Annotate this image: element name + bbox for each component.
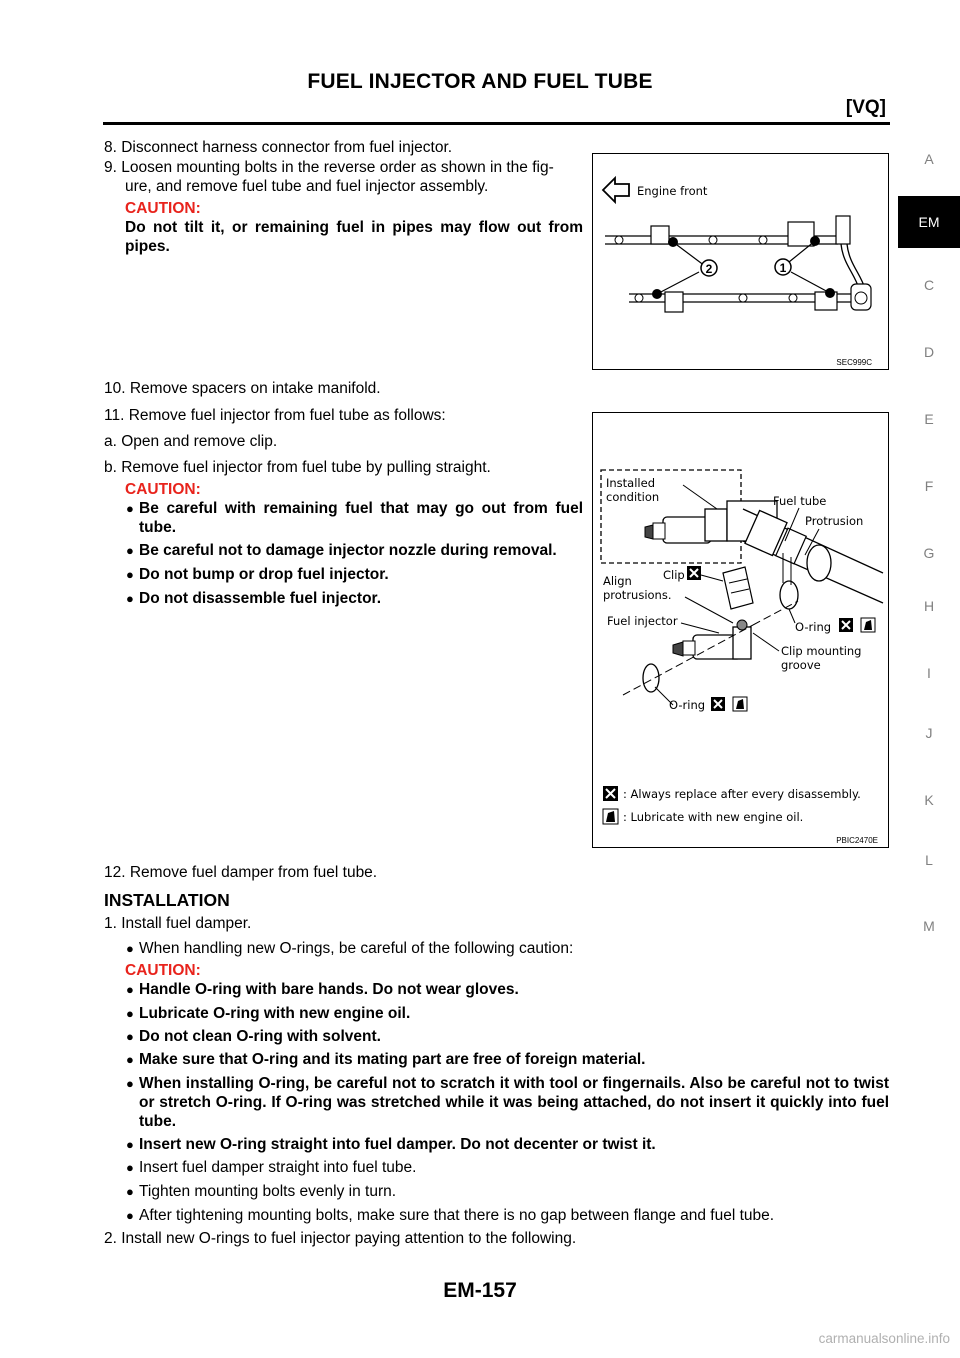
install-step-1: 1. Install fuel damper.: [104, 915, 252, 932]
injector-diagram: [593, 413, 888, 847]
figure-injector-removal: [592, 412, 889, 848]
figure-id: PBIC2470E: [836, 836, 878, 845]
bullet-icon: ●: [126, 941, 134, 956]
clip-groove-label: groove: [781, 658, 821, 672]
header-rule: [103, 122, 890, 125]
bolt-2-label: 2: [705, 262, 713, 276]
caution-item: Insert new O-ring straight into fuel damper. Do not decenter or twist it.: [139, 1136, 656, 1153]
caution-text-1: Do not tilt it, or remaining fuel in pipes may flow out from pipes.: [125, 219, 583, 255]
installed-label: condition: [606, 490, 660, 504]
step-9: 9. Loosen mounting bolts in the reverse order as shown in the fig-: [104, 159, 554, 176]
fuel-tube-label: Fuel tube: [773, 494, 827, 508]
oring-label-lower: O-ring: [669, 698, 706, 712]
figure-id: SEC999C: [836, 358, 872, 367]
legend-lubricate: : Lubricate with new engine oil.: [623, 810, 804, 824]
clip-label: Clip: [663, 568, 685, 582]
page-title: FUEL INJECTOR AND FUEL TUBE: [307, 70, 653, 93]
bolt-1-label: 1: [779, 261, 787, 275]
tab-f[interactable]: F: [924, 478, 934, 494]
fuel-tube-diagram: [593, 154, 888, 369]
align-label: protrusions.: [603, 588, 672, 602]
bullet-icon: ●: [126, 1184, 134, 1199]
step-12: 12. Remove fuel damper from fuel tube.: [104, 864, 378, 881]
clip-groove-label: Clip mounting: [781, 644, 862, 658]
oring-label: O-ring: [795, 620, 832, 634]
tab-c[interactable]: C: [923, 277, 935, 293]
install-bullet: Tighten mounting bolts evenly in turn.: [139, 1183, 397, 1200]
caution-item: Do not bump or drop fuel injector.: [139, 566, 389, 583]
bullet-icon: ●: [126, 1052, 134, 1067]
caution-item: When installing O-ring, be careful not to scratch it with tool or fingernails. Also be careful not to twist or stretch O-ring. If O-ring was stretched while it was being attached, do not insert it quickly into fuel tube.: [139, 1075, 889, 1130]
bullet-icon: ●: [126, 501, 134, 516]
tab-h[interactable]: H: [923, 598, 935, 614]
fuel-injector-label: Fuel injector: [607, 614, 678, 628]
install-note: When handling new O-rings, be careful of the following caution:: [139, 940, 574, 957]
step-11: 11. Remove fuel injector from fuel tube as follows:: [104, 407, 446, 424]
watermark: carmanualsonline.info: [818, 1331, 950, 1346]
tab-l[interactable]: L: [925, 852, 933, 868]
caution-item: Lubricate O-ring with new engine oil.: [139, 1005, 411, 1022]
install-bullet: After tightening mounting bolts, make sure that there is no gap between flange and fuel tube.: [139, 1207, 775, 1224]
tab-k[interactable]: K: [924, 792, 934, 808]
bullet-icon: ●: [126, 1137, 134, 1152]
bullet-icon: ●: [126, 1029, 134, 1044]
engine-front-label: Engine front: [637, 184, 708, 198]
caution-item: Handle O-ring with bare hands. Do not wear gloves.: [139, 981, 519, 998]
tab-j[interactable]: J: [925, 725, 933, 741]
bullet-icon: ●: [126, 1208, 134, 1223]
caution-item: Do not clean O-ring with solvent.: [139, 1028, 381, 1045]
step-11b: b. Remove fuel injector from fuel tube by pulling straight.: [104, 459, 491, 476]
install-step-2: 2. Install new O-rings to fuel injector paying attention to the following.: [104, 1230, 577, 1247]
bullet-icon: ●: [126, 591, 134, 606]
figure-fuel-tube-bolts: [592, 153, 889, 370]
step-11a: a. Open and remove clip.: [104, 433, 278, 450]
bullet-icon: ●: [126, 982, 134, 997]
legend-replace: : Always replace after every disassembly.: [623, 787, 861, 801]
tab-d[interactable]: D: [923, 344, 935, 360]
tab-g[interactable]: G: [923, 545, 935, 561]
page-number: EM-157: [443, 1279, 517, 1302]
caution-label-3: CAUTION:: [125, 962, 201, 979]
tab-a[interactable]: A: [924, 151, 934, 167]
engine-front-arrow-icon: [603, 178, 629, 202]
caution-item: Make sure that O-ring and its mating part are free of foreign material.: [139, 1051, 646, 1068]
bullet-icon: ●: [126, 567, 134, 582]
align-label: Align: [603, 574, 632, 588]
protrusion-label: Protrusion: [805, 514, 864, 528]
tab-i[interactable]: I: [927, 665, 931, 681]
side-tabs: [898, 0, 960, 1358]
section-tag: [VQ]: [845, 97, 886, 118]
tab-em[interactable]: EM: [898, 196, 960, 248]
tab-e[interactable]: E: [924, 411, 934, 427]
bullet-icon: ●: [126, 1076, 134, 1091]
bullet-icon: ●: [126, 543, 134, 558]
bullet-icon: ●: [126, 1160, 134, 1175]
caution-item: Be careful with remaining fuel that may go out from fuel tube.: [139, 500, 583, 536]
installed-label: Installed: [606, 476, 655, 490]
bullet-icon: ●: [126, 1006, 134, 1021]
caution-item: Be careful not to damage injector nozzle during removal.: [139, 542, 557, 559]
caution-label-2: CAUTION:: [125, 481, 201, 498]
step-9-cont: ure, and remove fuel tube and fuel injector assembly.: [125, 178, 489, 195]
tab-m[interactable]: M: [923, 918, 935, 934]
install-bullet: Insert fuel damper straight into fuel tube.: [139, 1159, 417, 1176]
step-8: 8. Disconnect harness connector from fuel injector.: [104, 139, 453, 156]
caution-label-1: CAUTION:: [125, 200, 201, 217]
step-10: 10. Remove spacers on intake manifold.: [104, 380, 381, 397]
installation-heading: INSTALLATION: [104, 890, 230, 910]
caution-item: Do not disassemble fuel injector.: [139, 590, 382, 607]
